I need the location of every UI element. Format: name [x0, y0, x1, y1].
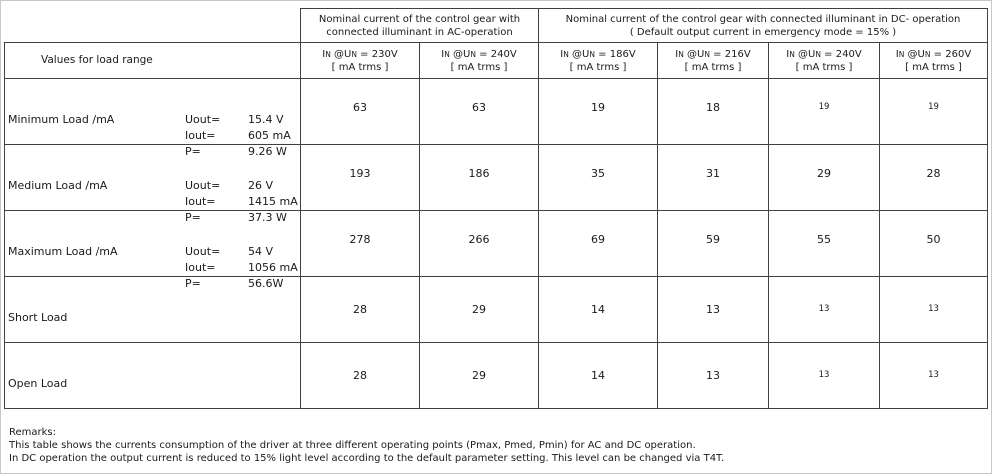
table-cell: 50 — [880, 211, 988, 277]
table-row — [5, 277, 988, 343]
row-label: Medium Load /mA — [8, 178, 108, 192]
table-cell: 59 — [658, 211, 769, 277]
row-label: Maximum Load /mA — [8, 244, 118, 258]
dc-group-header: Nominal current of the control gear with connected illuminant in DC- operation ( Default output current in emergency mode = 15% ) — [539, 9, 988, 43]
param-value: 26 V — [248, 178, 274, 192]
param-key: Iout= — [185, 260, 216, 274]
ac-group-header: Nominal current of the control gear with connected illuminant in AC-operation — [301, 9, 539, 43]
param-key: P= — [185, 210, 201, 224]
remarks-block — [9, 426, 724, 465]
table-cell: 19 — [539, 79, 658, 145]
param-key: P= — [185, 276, 201, 290]
param-value: 37.3 W — [248, 210, 287, 224]
values-label: Values for load range — [5, 43, 301, 79]
param-key: Iout= — [185, 194, 216, 208]
table-cell: 13 — [880, 343, 988, 409]
table-cell: 29 — [769, 145, 880, 211]
param-key: Uout= — [185, 112, 221, 126]
param-key: Iout= — [185, 128, 216, 142]
remarks-line: In DC operation the output current is reduced to 15% light level according to the default parameter setting. This level can be changed via T4T. — [9, 453, 725, 464]
table-cell: 14 — [539, 343, 658, 409]
table-row — [5, 211, 988, 277]
row-label-cell — [5, 79, 301, 158]
param-value: 1056 mA — [248, 260, 298, 274]
table-cell: 13 — [880, 277, 988, 343]
table-cell: 13 — [658, 343, 769, 409]
row-label-cell — [5, 343, 301, 409]
col-header-ac-230: IN @UN = 230V [ mA trms ] — [301, 43, 420, 79]
col-header-dc-186: IN @UN = 186V [ mA trms ] — [539, 43, 658, 79]
row-label: Short Load — [8, 310, 68, 324]
param-key: P= — [185, 144, 201, 158]
table-row — [5, 343, 988, 409]
param-value: 15.4 V — [248, 112, 284, 126]
table-cell: 19 — [880, 79, 988, 145]
param-key: Uout= — [185, 244, 221, 258]
row-label: Open Load — [8, 376, 68, 390]
table-cell: 29 — [420, 277, 539, 343]
table-row — [5, 145, 988, 211]
param-value: 56.6W — [248, 276, 284, 290]
param-value: 605 mA — [248, 128, 291, 142]
table-cell: 14 — [539, 277, 658, 343]
row-label: Minimum Load /mA — [8, 112, 115, 126]
header-empty-cell — [5, 9, 301, 43]
table-cell: 278 — [301, 211, 420, 277]
param-key: Uout= — [185, 178, 221, 192]
table-cell: 186 — [420, 145, 539, 211]
remarks-line: This table shows the currents consumption of the driver at three different operating points (Pmax, Pmed, Pmin) for AC and DC operation. — [9, 440, 696, 451]
table-cell: 35 — [539, 145, 658, 211]
table-cell: 63 — [420, 79, 539, 145]
param-value: 54 V — [248, 244, 274, 258]
col-header-dc-216: IN @UN = 216V [ mA trms ] — [658, 43, 769, 79]
table-cell: 55 — [769, 211, 880, 277]
table-cell: 13 — [658, 277, 769, 343]
table-cell: 19 — [769, 79, 880, 145]
table-cell: 28 — [301, 277, 420, 343]
remarks-title: Remarks: — [9, 427, 57, 438]
col-header-ac-240: IN @UN = 240V [ mA trms ] — [420, 43, 539, 79]
table-cell: 13 — [769, 343, 880, 409]
table-cell: 69 — [539, 211, 658, 277]
table-cell: 28 — [301, 343, 420, 409]
current-table — [4, 8, 988, 409]
table-cell: 31 — [658, 145, 769, 211]
table-cell: 193 — [301, 145, 420, 211]
table-row — [5, 79, 988, 145]
table-cell: 13 — [769, 277, 880, 343]
table-cell: 266 — [420, 211, 539, 277]
table-cell: 28 — [880, 145, 988, 211]
table-cell: 29 — [420, 343, 539, 409]
table-cell: 18 — [658, 79, 769, 145]
col-header-dc-260: IN @UN = 260V [ mA trms ] — [880, 43, 988, 79]
col-header-dc-240: IN @UN = 240V [ mA trms ] — [769, 43, 880, 79]
param-value: 1415 mA — [248, 194, 298, 208]
table-cell: 63 — [301, 79, 420, 145]
param-value: 9.26 W — [248, 144, 287, 158]
